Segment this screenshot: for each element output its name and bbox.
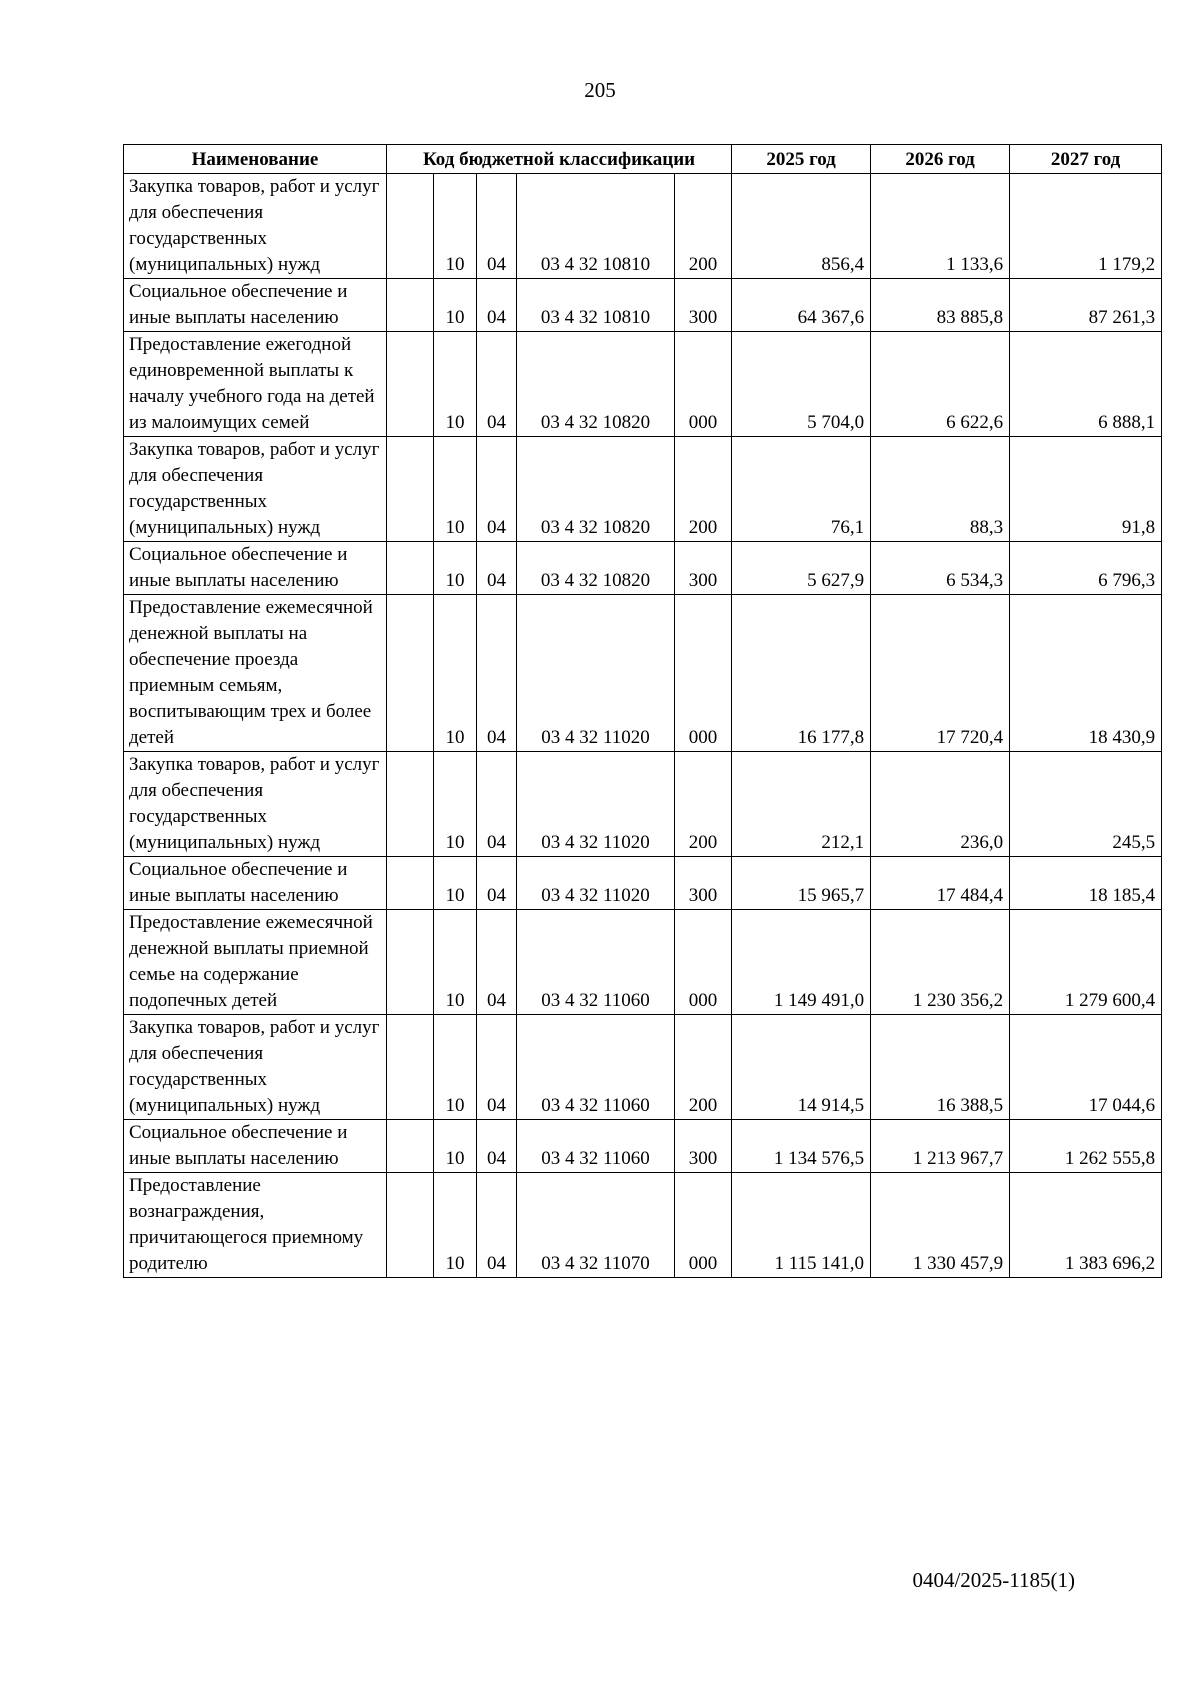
table-row [124,910,1162,1015]
cell-2026: 1 330 457,9 [871,1173,1010,1278]
cell-2025: 5 627,9 [732,542,871,595]
cell-expense-type: 200 [675,1015,732,1120]
cell-section: 10 [434,1173,477,1278]
cell-name: Закупка товаров, работ и услуг для обеспечения государственных (муниципальных) нужд [124,752,387,857]
cell-target-article: 03 4 32 11060 [517,1120,675,1173]
cell-name: Закупка товаров, работ и услуг для обеспечения государственных (муниципальных) нужд [124,1015,387,1120]
cell-2025: 16 177,8 [732,595,871,752]
table-row [124,174,1162,279]
cell-section: 10 [434,332,477,437]
cell-2025: 856,4 [732,174,871,279]
cell-name: Предоставление ежемесячной денежной выплаты на обеспечение проезда приемным семьям, воспитывающим трех и более детей [124,595,387,752]
cell-code-1 [387,857,434,910]
cell-2027: 6 796,3 [1010,542,1162,595]
cell-section: 10 [434,1120,477,1173]
document-code: 0404/2025-1185(1) [912,1568,1075,1592]
cell-2025: 64 367,6 [732,279,871,332]
cell-section: 10 [434,910,477,1015]
cell-code-1 [387,542,434,595]
cell-subsection: 04 [477,279,517,332]
cell-name: Предоставление вознаграждения, причитающегося приемному родителю [124,1173,387,1278]
cell-code-1 [387,1015,434,1120]
cell-subsection: 04 [477,1173,517,1278]
header-2025: 2025 год [732,145,871,174]
cell-expense-type: 000 [675,595,732,752]
cell-target-article: 03 4 32 10810 [517,279,675,332]
cell-subsection: 04 [477,437,517,542]
cell-code-1 [387,1120,434,1173]
cell-2026: 6 534,3 [871,542,1010,595]
cell-subsection: 04 [477,1120,517,1173]
cell-name: Закупка товаров, работ и услуг для обеспечения государственных (муниципальных) нужд [124,437,387,542]
table-row [124,752,1162,857]
cell-target-article: 03 4 32 11060 [517,1015,675,1120]
table-row [124,1120,1162,1173]
cell-2027: 1 179,2 [1010,174,1162,279]
cell-target-article: 03 4 32 10820 [517,542,675,595]
cell-code-1 [387,437,434,542]
cell-subsection: 04 [477,752,517,857]
cell-2027: 91,8 [1010,437,1162,542]
cell-target-article: 03 4 32 10810 [517,174,675,279]
cell-2027: 1 383 696,2 [1010,1173,1162,1278]
cell-2025: 5 704,0 [732,332,871,437]
cell-name: Социальное обеспечение и иные выплаты населению [124,542,387,595]
cell-subsection: 04 [477,174,517,279]
cell-subsection: 04 [477,1015,517,1120]
cell-expense-type: 300 [675,279,732,332]
cell-code-1 [387,1173,434,1278]
cell-section: 10 [434,595,477,752]
cell-section: 10 [434,437,477,542]
cell-code-1 [387,174,434,279]
cell-expense-type: 000 [675,332,732,437]
cell-2026: 1 230 356,2 [871,910,1010,1015]
cell-section: 10 [434,1015,477,1120]
cell-target-article: 03 4 32 10820 [517,332,675,437]
cell-2026: 1 213 967,7 [871,1120,1010,1173]
cell-expense-type: 300 [675,857,732,910]
table-row [124,1173,1162,1278]
cell-target-article: 03 4 32 11020 [517,595,675,752]
table-row [124,437,1162,542]
cell-2026: 17 720,4 [871,595,1010,752]
cell-2025: 14 914,5 [732,1015,871,1120]
cell-2027: 18 430,9 [1010,595,1162,752]
cell-section: 10 [434,279,477,332]
cell-2026: 16 388,5 [871,1015,1010,1120]
cell-expense-type: 000 [675,910,732,1015]
cell-2025: 15 965,7 [732,857,871,910]
header-2026: 2026 год [871,145,1010,174]
cell-subsection: 04 [477,542,517,595]
cell-2026: 1 133,6 [871,174,1010,279]
cell-2027: 245,5 [1010,752,1162,857]
cell-subsection: 04 [477,857,517,910]
cell-section: 10 [434,752,477,857]
cell-expense-type: 200 [675,437,732,542]
cell-section: 10 [434,542,477,595]
table-row [124,332,1162,437]
cell-2027: 18 185,4 [1010,857,1162,910]
cell-2026: 6 622,6 [871,332,1010,437]
cell-2027: 1 279 600,4 [1010,910,1162,1015]
cell-code-1 [387,595,434,752]
cell-expense-type: 200 [675,174,732,279]
cell-2026: 88,3 [871,437,1010,542]
cell-target-article: 03 4 32 10820 [517,437,675,542]
table-row [124,857,1162,910]
page-number: 205 [584,78,616,102]
cell-2026: 83 885,8 [871,279,1010,332]
cell-name: Социальное обеспечение и иные выплаты населению [124,857,387,910]
cell-name: Предоставление ежемесячной денежной выплаты приемной семье на содержание подопечных детей [124,910,387,1015]
cell-target-article: 03 4 32 11020 [517,752,675,857]
cell-subsection: 04 [477,332,517,437]
cell-expense-type: 000 [675,1173,732,1278]
table-row [124,542,1162,595]
cell-code-1 [387,279,434,332]
cell-target-article: 03 4 32 11020 [517,857,675,910]
table-row [124,279,1162,332]
cell-2027: 6 888,1 [1010,332,1162,437]
cell-2025: 1 115 141,0 [732,1173,871,1278]
cell-name: Социальное обеспечение и иные выплаты населению [124,279,387,332]
cell-section: 10 [434,174,477,279]
cell-2026: 236,0 [871,752,1010,857]
cell-expense-type: 300 [675,542,732,595]
header-code: Код бюджетной классификации [387,145,732,174]
table-row [124,1015,1162,1120]
cell-2025: 1 134 576,5 [732,1120,871,1173]
table-header-row [124,145,1162,174]
cell-code-1 [387,752,434,857]
cell-section: 10 [434,857,477,910]
cell-subsection: 04 [477,595,517,752]
cell-2027: 87 261,3 [1010,279,1162,332]
header-2027: 2027 год [1010,145,1162,174]
cell-2026: 17 484,4 [871,857,1010,910]
cell-code-1 [387,910,434,1015]
cell-target-article: 03 4 32 11060 [517,910,675,1015]
cell-name: Социальное обеспечение и иные выплаты населению [124,1120,387,1173]
table-row [124,595,1162,752]
cell-subsection: 04 [477,910,517,1015]
header-name: Наименование [124,145,387,174]
cell-2025: 212,1 [732,752,871,857]
cell-name: Предоставление ежегодной единовременной выплаты к началу учебного года на детей из малоимущих семей [124,332,387,437]
cell-target-article: 03 4 32 11070 [517,1173,675,1278]
cell-name: Закупка товаров, работ и услуг для обеспечения государственных (муниципальных) нужд [124,174,387,279]
cell-expense-type: 200 [675,752,732,857]
table-body [124,174,1162,1278]
cell-2027: 1 262 555,8 [1010,1120,1162,1173]
cell-code-1 [387,332,434,437]
cell-expense-type: 300 [675,1120,732,1173]
cell-2025: 1 149 491,0 [732,910,871,1015]
cell-2025: 76,1 [732,437,871,542]
budget-table [123,144,1162,1278]
cell-2027: 17 044,6 [1010,1015,1162,1120]
